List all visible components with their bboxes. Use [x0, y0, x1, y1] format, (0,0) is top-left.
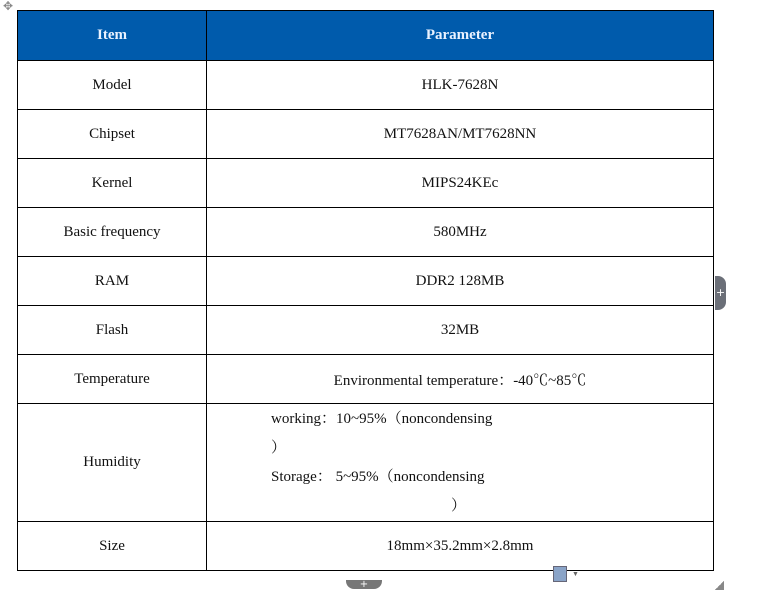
table-row-size	[18, 522, 714, 571]
table-row	[18, 257, 714, 306]
item-cell[interactable]: RAM	[18, 257, 207, 306]
humidity-storage: Storage： 5~95%（noncondensing	[271, 468, 485, 485]
table-row	[18, 355, 714, 404]
humidity-working-close: ）	[271, 439, 287, 456]
humidity-storage-close: ）	[451, 497, 467, 514]
spec-table	[17, 10, 714, 571]
parameter-cell[interactable]: MIPS24KEc	[207, 159, 714, 208]
parameter-cell[interactable]: HLK-7628N	[207, 61, 714, 110]
item-cell[interactable]: Chipset	[18, 110, 207, 159]
item-cell[interactable]: Basic frequency	[18, 208, 207, 257]
table-header-row	[18, 11, 714, 61]
parameter-cell[interactable]: DDR2 128MB	[207, 257, 714, 306]
parameter-cell[interactable]: 580MHz	[207, 208, 714, 257]
table-row	[18, 110, 714, 159]
table-resize-handle-icon[interactable]	[715, 581, 724, 590]
paste-options-icon[interactable]	[553, 566, 567, 582]
header-parameter: Parameter	[207, 11, 714, 61]
parameter-cell[interactable]: 18mm×35.2mm×2.8mm	[207, 522, 714, 571]
chevron-down-icon[interactable]: ▼	[572, 570, 579, 578]
table-row-humidity	[18, 404, 714, 522]
parameter-cell[interactable]: 32MB	[207, 306, 714, 355]
parameter-cell[interactable]: Environmental temperature：-40℃~85℃	[207, 355, 714, 404]
table-move-handle-icon[interactable]: ✥	[3, 0, 14, 13]
humidity-parameter-cell[interactable]	[207, 404, 714, 522]
table-row	[18, 159, 714, 208]
table-row	[18, 61, 714, 110]
item-cell[interactable]: Model	[18, 61, 207, 110]
table-row	[18, 306, 714, 355]
item-cell[interactable]: Size	[18, 522, 207, 571]
table-row	[18, 208, 714, 257]
header-item: Item	[18, 11, 207, 61]
item-cell[interactable]: Temperature	[18, 355, 207, 404]
humidity-working: working：10~95%（noncondensing	[271, 410, 493, 427]
parameter-cell[interactable]: MT7628AN/MT7628NN	[207, 110, 714, 159]
item-cell[interactable]: Humidity	[18, 404, 207, 522]
add-row-button[interactable]: +	[346, 580, 382, 589]
item-cell[interactable]: Kernel	[18, 159, 207, 208]
item-cell[interactable]: Flash	[18, 306, 207, 355]
add-column-button[interactable]: +	[715, 276, 726, 310]
